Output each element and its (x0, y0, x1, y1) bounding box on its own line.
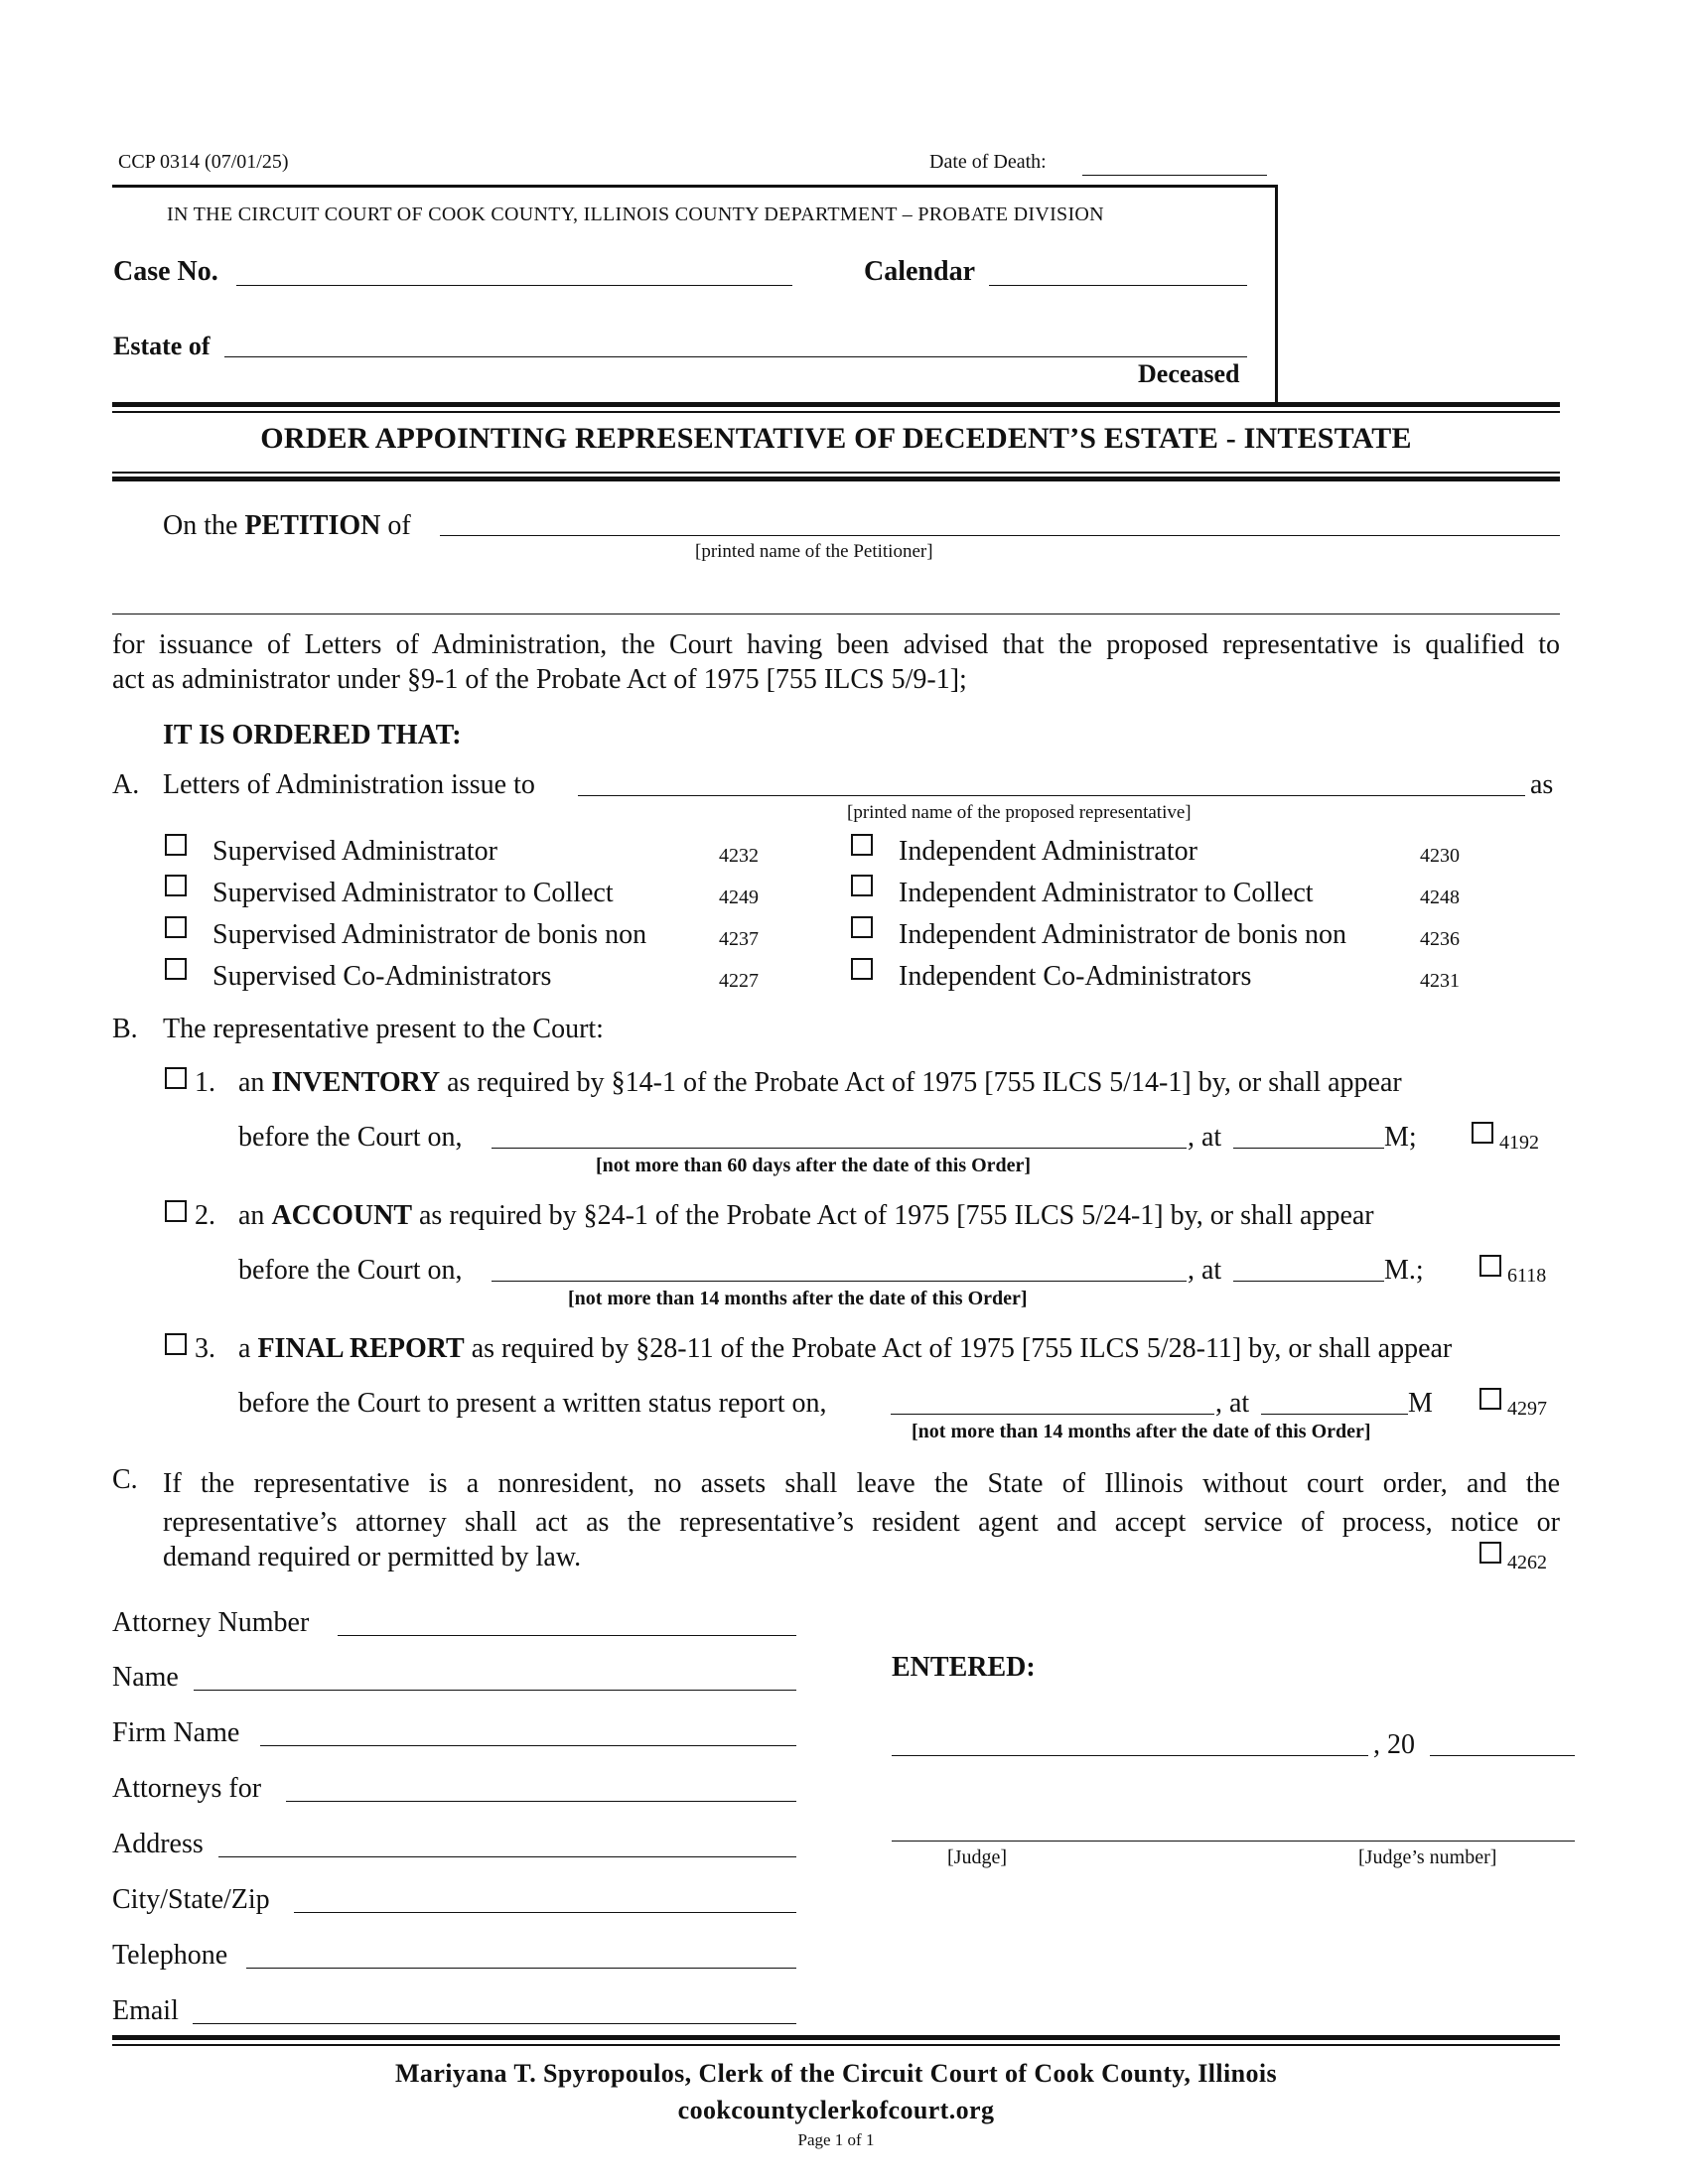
account-code-checkbox[interactable] (1479, 1255, 1501, 1277)
attorney-name-label: Name (112, 1662, 179, 1693)
address-label: Address (112, 1829, 204, 1859)
inventory-date-field[interactable] (492, 1148, 1187, 1149)
attorney-number-field[interactable] (338, 1635, 796, 1636)
section-a-letter: A. (112, 769, 140, 800)
option-code: 4227 (719, 970, 759, 992)
firm-name-field[interactable] (260, 1745, 796, 1746)
petitioner-name-field[interactable] (440, 535, 1560, 536)
entered-label: ENTERED: (892, 1652, 1036, 1683)
option-label: Supervised Administrator to Collect (212, 878, 614, 908)
case-no-label: Case No. (113, 256, 218, 287)
item-number: 1. (195, 1067, 215, 1098)
telephone-field[interactable] (246, 1968, 796, 1969)
independent-administrator-checkbox[interactable] (851, 834, 873, 856)
supervised-administrator-to-collect-checkbox[interactable] (165, 875, 187, 896)
entered-year-field[interactable] (1430, 1755, 1575, 1756)
inventory-m: M; (1384, 1122, 1417, 1153)
option-label: Supervised Administrator de bonis non (212, 919, 647, 950)
estate-of-label: Estate of (113, 332, 211, 360)
supervised-administrator-de-bonis-non-checkbox[interactable] (165, 916, 187, 938)
section-c-line3: demand required or permitted by law. (163, 1542, 582, 1572)
final-report-line2: before the Court to present a written status report on, (238, 1388, 827, 1419)
option-code: 4232 (719, 845, 759, 867)
entered-date-field[interactable] (892, 1755, 1368, 1756)
footer-rule-thin (112, 2044, 1560, 2046)
case-no-field[interactable] (236, 285, 792, 286)
telephone-label: Telephone (112, 1940, 228, 1971)
final-report-time-field[interactable] (1261, 1414, 1408, 1415)
final-report-date-field[interactable] (891, 1414, 1214, 1415)
section-c-letter: C. (112, 1464, 138, 1495)
title-rule-top-thick (112, 402, 1560, 407)
inventory-code: 4192 (1499, 1132, 1539, 1154)
supervised-administrator-checkbox[interactable] (165, 834, 187, 856)
attorneys-for-label: Attorneys for (112, 1773, 262, 1804)
final-report-text: a FINAL REPORT as required by §28-11 of the Probate Act of 1975 [755 ILCS 5/28-11] by, or shall appear (238, 1333, 1453, 1364)
supervised-co-administrators-checkbox[interactable] (165, 958, 187, 980)
final-report-checkbox[interactable] (165, 1333, 187, 1355)
footer-rule-thick (112, 2035, 1560, 2040)
attorney-number-label: Attorney Number (112, 1607, 310, 1638)
representative-name-field[interactable] (578, 795, 1525, 796)
judge-signature-field[interactable] (892, 1841, 1575, 1842)
judge-number-label: [Judge’s number] (1358, 1846, 1497, 1868)
account-code: 6118 (1507, 1265, 1547, 1287)
title-rule-top-thin (112, 411, 1560, 413)
independent-co-administrators-checkbox[interactable] (851, 958, 873, 980)
inventory-at: , at (1188, 1122, 1222, 1153)
attorneys-for-field[interactable] (286, 1801, 796, 1802)
final-report-hint: [not more than 14 months after the date of this Order] (912, 1421, 1371, 1442)
page-number: Page 1 of 1 (797, 2130, 875, 2149)
petition-paragraph-line2: act as administrator under §9-1 of the Probate Act of 1975 [755 ILCS 5/9-1]; (112, 664, 967, 695)
section-b-text: The representative present to the Court: (163, 1014, 604, 1044)
date-of-death-label: Date of Death: (929, 151, 1047, 173)
nonresident-code: 4262 (1507, 1552, 1547, 1573)
option-code: 4237 (719, 928, 759, 950)
account-text: an ACCOUNT as required by §24-1 of the Probate Act of 1975 [755 ILCS 5/24-1] by, or shall appear (238, 1200, 1374, 1231)
option-label: Independent Administrator to Collect (899, 878, 1314, 908)
inventory-line2: before the Court on, (238, 1122, 463, 1153)
option-code: 4236 (1420, 928, 1460, 950)
inventory-code-checkbox[interactable] (1472, 1122, 1493, 1144)
account-m: M.; (1384, 1255, 1424, 1286)
item-number: 3. (195, 1333, 215, 1364)
court-title: IN THE CIRCUIT COURT OF COOK COUNTY, ILLINOIS COUNTY DEPARTMENT – PROBATE DIVISION (167, 204, 1104, 225)
calendar-label: Calendar (864, 256, 975, 287)
section-c-line2: representative’s attorney shall act as the representative’s resident agent and accept service of process, notice or (163, 1507, 1560, 1538)
nonresident-code-checkbox[interactable] (1479, 1542, 1501, 1564)
ordered-heading: IT IS ORDERED THAT: (163, 720, 462, 751)
account-at: , at (1188, 1255, 1222, 1286)
estate-of-field[interactable] (224, 356, 1247, 357)
account-line2: before the Court on, (238, 1255, 463, 1286)
final-report-code: 4297 (1507, 1398, 1547, 1420)
petition-label: On the PETITION of (163, 510, 411, 541)
section-b-letter: B. (112, 1014, 138, 1044)
footer-clerk: Mariyana T. Spyropoulos, Clerk of the Circuit Court of Cook County, Illinois (394, 2059, 1277, 2088)
account-checkbox[interactable] (165, 1200, 187, 1222)
firm-name-label: Firm Name (112, 1717, 240, 1748)
option-code: 4249 (719, 887, 759, 908)
option-code: 4230 (1420, 845, 1460, 867)
court-box-top-border (112, 185, 1277, 188)
final-report-code-checkbox[interactable] (1479, 1388, 1501, 1410)
independent-administrator-to-collect-checkbox[interactable] (851, 875, 873, 896)
option-label: Independent Administrator (899, 836, 1197, 867)
option-label: Independent Co-Administrators (899, 961, 1252, 992)
email-field[interactable] (193, 2023, 796, 2024)
entered-year-prefix: , 20 (1373, 1729, 1415, 1760)
section-c-line1: If the representative is a nonresident, no assets shall leave the State of Illinois without court order, and the (163, 1468, 1560, 1499)
final-report-m: M (1408, 1388, 1433, 1419)
title-rule-bottom-thin (112, 472, 1560, 474)
inventory-time-field[interactable] (1233, 1148, 1384, 1149)
deceased-label: Deceased (1138, 359, 1240, 388)
account-date-field[interactable] (492, 1281, 1187, 1282)
city-state-zip-field[interactable] (294, 1912, 796, 1913)
option-label: Supervised Co-Administrators (212, 961, 552, 992)
option-label: Independent Administrator de bonis non (899, 919, 1347, 950)
form-id: CCP 0314 (07/01/25) (118, 151, 289, 173)
account-hint: [not more than 14 months after the date of this Order] (568, 1288, 1028, 1309)
option-label: Supervised Administrator (212, 836, 497, 867)
court-box-right-border (1275, 185, 1278, 403)
petitioner-name-hint: [printed name of the Petitioner] (695, 541, 933, 562)
calendar-field[interactable] (989, 285, 1247, 286)
representative-name-hint: [printed name of the proposed representative] (847, 802, 1192, 823)
inventory-checkbox[interactable] (165, 1067, 187, 1089)
account-time-field[interactable] (1233, 1281, 1384, 1282)
option-code: 4231 (1420, 970, 1460, 992)
section-a-text: Letters of Administration issue to (163, 769, 535, 800)
city-state-zip-label: City/State/Zip (112, 1884, 270, 1915)
attorney-name-field[interactable] (194, 1690, 796, 1691)
inventory-hint: [not more than 60 days after the date of this Order] (596, 1155, 1032, 1176)
item-number: 2. (195, 1200, 215, 1231)
footer-website[interactable]: cookcountyclerkofcourt.org (677, 2096, 995, 2124)
judge-label: [Judge] (947, 1846, 1007, 1868)
option-code: 4248 (1420, 887, 1460, 908)
section-a-as: as (1530, 769, 1554, 800)
date-of-death-field[interactable] (1082, 175, 1267, 176)
address-field[interactable] (218, 1856, 796, 1857)
inventory-text: an INVENTORY as required by §14-1 of the Probate Act of 1975 [755 ILCS 5/14-1] by, or shall appear (238, 1067, 1402, 1098)
title-rule-bottom-thick (112, 477, 1560, 481)
page-title: ORDER APPOINTING REPRESENTATIVE OF DECEDENT’S ESTATE - INTESTATE (260, 422, 1412, 455)
independent-administrator-de-bonis-non-checkbox[interactable] (851, 916, 873, 938)
petition-paragraph-line1: for issuance of Letters of Administration, the Court having been advised that the proposed representative is qualified to (112, 629, 1560, 660)
email-label: Email (112, 1995, 179, 2026)
final-report-at: , at (1215, 1388, 1250, 1419)
